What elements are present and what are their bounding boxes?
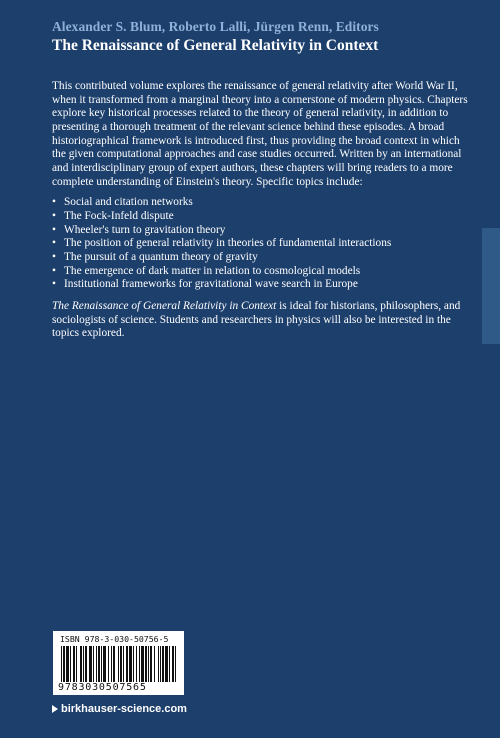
topic-label: The position of general relativity in theories of fundamental interactions [64, 237, 392, 250]
topic-item [52, 278, 475, 292]
barcode-bar [61, 646, 62, 682]
topic-item [52, 237, 475, 251]
closing-book-title: The Renaissance of General Relativity in Context [52, 299, 277, 312]
isbn-label: ISBN 978-3-030-50756-5 [60, 634, 169, 644]
publisher-website-label: birkhauser-science.com [61, 703, 187, 715]
publisher-website[interactable] [52, 703, 187, 715]
topic-item [52, 265, 475, 279]
barcode-bar [103, 646, 106, 682]
barcode-bar [126, 646, 128, 682]
topic-item [52, 224, 475, 238]
side-color-tab [482, 228, 500, 344]
bullet-icon: • [52, 196, 56, 209]
barcode-bar [139, 646, 140, 682]
bullet-icon: • [52, 237, 56, 250]
bullet-icon: • [52, 209, 56, 222]
barcode-bar [83, 646, 84, 682]
bullet-icon: • [52, 278, 56, 291]
bullet-icon: • [52, 264, 56, 277]
barcode-bar [150, 646, 152, 682]
closing-paragraph [52, 300, 475, 341]
barcode-bar [165, 646, 168, 682]
barcode-bar [76, 646, 77, 682]
barcode-bar [113, 646, 115, 682]
topic-item [52, 251, 475, 265]
topic-label: The Fock-Infeld dispute [64, 209, 174, 222]
isbn-barcode [52, 630, 185, 696]
arrow-right-icon [52, 705, 58, 713]
topic-item [52, 210, 475, 224]
topics-list [52, 196, 475, 292]
barcode-bar [89, 646, 92, 682]
barcode-bar [169, 646, 170, 682]
topic-label: Institutional frameworks for gravitational wave search in Europe [64, 278, 358, 291]
topic-label: Wheeler's turn to gravitation theory [64, 223, 226, 236]
barcode-bar [141, 646, 144, 682]
barcode-bar [66, 646, 69, 682]
barcode-bar [73, 646, 75, 682]
barcode-bar [133, 646, 134, 682]
barcode-bar [120, 646, 122, 682]
topic-label: The pursuit of a quantum theory of gravity [64, 250, 258, 263]
barcode-bar [175, 646, 176, 682]
barcode-bar [172, 646, 174, 682]
barcode-bar [80, 646, 82, 682]
barcode-digits: 9783030507565 [58, 682, 147, 693]
barcode-bar [111, 646, 112, 682]
closing-text: is ideal for historians, philosophers, and sociologists of science. Students and researchers in physics will also be interested in the topics explored. [52, 299, 461, 340]
barcode-bar [93, 646, 94, 682]
barcode-bar [70, 646, 71, 682]
barcode-bar [145, 646, 147, 682]
topic-label: The emergence of dark matter in relation to cosmological models [64, 264, 361, 277]
barcode-bar [85, 646, 87, 682]
barcode-bar [123, 646, 124, 682]
barcode-bar [118, 646, 119, 682]
barcode-bar [158, 646, 159, 682]
description-paragraph: This contributed volume explores the renaissance of general relativity after World War II, when it transformed from a marginal theory into a cornerstone of modern physics. Chapters explore key historical processes related to the theory of general relativity, in addition to presenting a thorough treatment of the relevant science behind these episodes. A broad historiographical framework is introduced first, thus providing the broad context in which the given computational approaches and case studies occurred. Written by an international and interdisciplinary group of expert authors, these chapters will bring readers to a more complete understanding of Einstein's theory. Specific topics include: [52, 80, 468, 188]
topic-item [52, 196, 475, 210]
barcode-bar [101, 646, 102, 682]
barcode-bar [98, 646, 100, 682]
barcode-bar [154, 646, 155, 682]
barcode-bar [160, 646, 161, 682]
barcode-bar [136, 646, 137, 682]
book-title: The Renaissance of General Relativity in Context [52, 37, 379, 54]
barcode-bar [108, 646, 109, 682]
bullet-icon: • [52, 250, 56, 263]
barcode-bar [148, 646, 149, 682]
barcode-bar [162, 646, 164, 682]
barcode-bar [63, 646, 65, 682]
barcode-bar [129, 646, 132, 682]
book-description [52, 80, 475, 341]
bullet-icon: • [52, 223, 56, 236]
topic-label: Social and citation networks [64, 196, 193, 209]
barcode-bar [96, 646, 97, 682]
editors-line: Alexander S. Blum, Roberto Lalli, Jürgen Renn, Editors [52, 19, 379, 34]
barcode-bars [61, 646, 176, 682]
